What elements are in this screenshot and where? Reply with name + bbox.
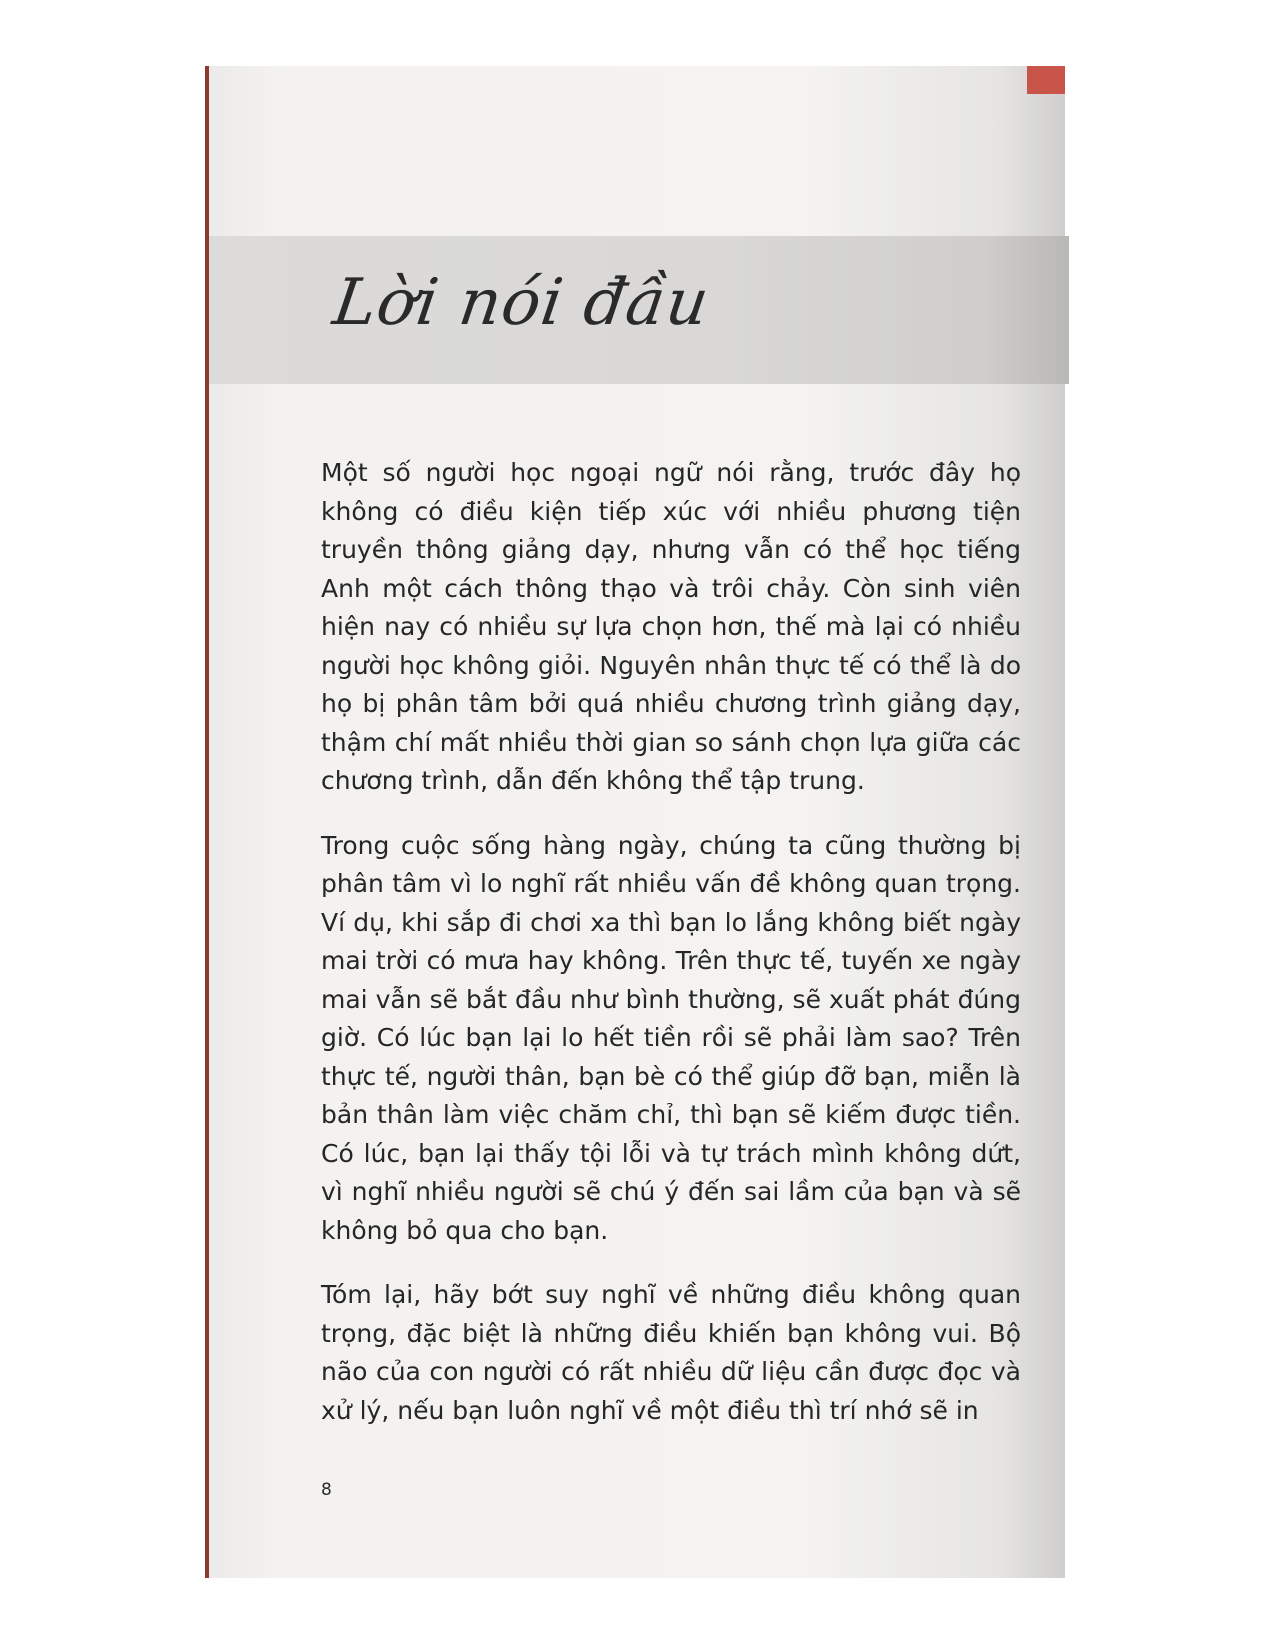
chapter-heading: Lời nói đầu xyxy=(328,266,715,340)
cover-edge xyxy=(1027,66,1065,94)
paragraph: Một số người học ngoại ngữ nói rằng, trước đây họ không có điều kiện tiếp xúc với nhiều phương tiện truyền thông giảng dạy, nhưng vẫn có thể học tiếng Anh một cách thông thạo và trôi chảy. Còn sinh viên hiện nay có nhiều sự lựa chọn hơn, thế mà lại có nhiều người học không giỏi. Nguyên nhân thực tế có thể là do họ bị phân tâm bởi quá nhiều chương trình giảng dạy, thậm chí mất nhiều thời gian so sánh chọn lựa giữa các chương trình, dẫn đến không thể tập trung. xyxy=(321,458,1021,795)
paragraph: Tóm lại, hãy bớt suy nghĩ về những điều không quan trọng, đặc biệt là những điều khiến bạn không vui. Bộ não của con người có rất nhiều dữ liệu cần được đọc và xử lý, nếu bạn luôn nghĩ về một điều thì trí nhớ sẽ in xyxy=(321,1280,1021,1425)
body-text xyxy=(321,454,1021,1456)
book-page xyxy=(205,66,1065,1578)
paragraph: Trong cuộc sống hàng ngày, chúng ta cũng thường bị phân tâm vì lo nghĩ rất nhiều vấn đề không quan trọng. Ví dụ, khi sắp đi chơi xa thì bạn lo lắng không biết ngày mai trời có mưa hay không. Trên thực tế, tuyến xe ngày mai vẫn sẽ bắt đầu như bình thường, sẽ xuất phát đúng giờ. Có lúc bạn lại lo hết tiền rồi sẽ phải làm sao? Trên thực tế, người thân, bạn bè có thể giúp đỡ bạn, miễn là bản thân làm việc chăm chỉ, thì bạn sẽ kiếm được tiền. Có lúc, bạn lại thấy tội lỗi và tự trách mình không dứt, vì nghĩ nhiều người sẽ chú ý đến sai lầm của bạn và sẽ không bỏ qua cho bạn. xyxy=(321,830,1021,1245)
page-number: 8 xyxy=(321,1480,332,1500)
